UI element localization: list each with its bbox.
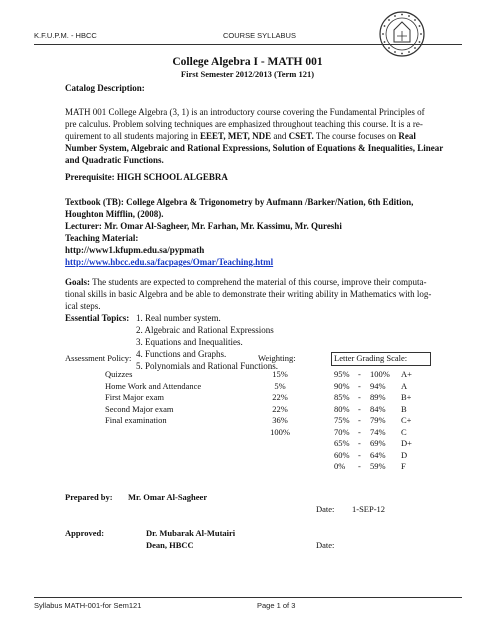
grade-dash: -	[358, 438, 361, 448]
prerequisite: Prerequisite: HIGH SCHOOL ALGEBRA	[65, 172, 228, 182]
grade-letter-col	[401, 369, 412, 473]
assessment-weight-total: 100%	[270, 426, 290, 437]
grade-dash: -	[358, 461, 361, 471]
approved-label: Approved:	[65, 528, 105, 538]
grade-low: 95%	[334, 369, 350, 379]
description-line: Number System, Algebraic and Rational Expressions, Solution of Equations & Inequalities, Linear	[65, 143, 444, 153]
page-subtitle: First Semester 2012/2013 (Term 121)	[180, 69, 315, 79]
grade-high: 89%	[370, 392, 386, 402]
footer-rule	[34, 597, 462, 598]
approved-name: Dr. Mubarak Al-Mutairi	[146, 528, 236, 538]
grade-dash: -	[358, 426, 361, 437]
grade-letter: C+	[401, 415, 412, 425]
grade-letter: A+	[401, 369, 412, 379]
grade-high-col	[370, 369, 390, 473]
grade-high: 100%	[370, 369, 390, 379]
grade-low: 0%	[334, 461, 346, 471]
goals-line: tional skills in basic Algebra and be able to demonstrate their writing ability in Mathematics with log-	[65, 289, 432, 299]
date-label: Date:	[316, 504, 335, 514]
grade-high: 79%	[370, 415, 386, 425]
topic-item: 1. Real number system.	[136, 313, 221, 323]
goals-line: ical steps.	[65, 301, 101, 311]
grade-scale-label: Letter Grading Scale:	[334, 353, 408, 363]
page-title: College Algebra I - MATH 001	[172, 56, 323, 68]
grade-low: 80%	[334, 403, 350, 414]
assessment-weight: 5%	[274, 380, 286, 391]
grade-letter: B+	[401, 392, 412, 402]
topic-item: 2. Algebraic and Rational Expressions	[136, 325, 274, 335]
description-line: MATH 001 College Algebra (3, 1) is an introductory course covering the Fundamental Principles of	[65, 107, 425, 117]
grade-dash: -	[358, 380, 361, 391]
grade-dash: -	[358, 415, 361, 425]
description-line: and Quadratic Functions.	[65, 155, 164, 165]
catalog-description	[65, 106, 465, 166]
prepared-name: Mr. Omar Al-Sagheer	[128, 492, 208, 502]
grade-letter: D	[401, 449, 408, 460]
material-link-1[interactable]: http://www1.kfupm.edu.sa/pypmath	[65, 245, 205, 255]
grade-dash: -	[358, 369, 361, 379]
material-link-2[interactable]: http://www.hbcc.edu.sa/facpages/Omar/Teaching.html	[65, 257, 274, 267]
assessment-item-name: Quizzes	[105, 369, 133, 379]
grade-dash: -	[358, 392, 361, 402]
grade-letter: D+	[401, 438, 412, 448]
assessment-weight: 15%	[272, 369, 288, 379]
grade-dash-col	[358, 369, 361, 473]
grade-low: 65%	[334, 438, 350, 448]
topic-item: 3. Equations and Inequalities.	[136, 337, 243, 347]
approved-title: Dean, HBCC	[146, 540, 194, 550]
grade-dash: -	[358, 403, 361, 414]
grade-low: 75%	[334, 415, 350, 425]
description-line: quirement to all students majoring in EEET, MET, NDE and CSET. The course focuses on Real	[65, 131, 416, 141]
grade-letter: F	[401, 461, 406, 471]
grade-dash: -	[358, 449, 361, 460]
grade-low-col	[334, 369, 350, 473]
grade-high: 64%	[370, 449, 386, 460]
assessment-item-name: First Major exam	[105, 392, 165, 402]
footer-page-number: Page 1 of 3	[257, 601, 296, 610]
assessment-label: Assessment Policy:	[65, 353, 132, 363]
textbook-line: Textbook (TB): College Algebra & Trigonometry by Aufmann /Barker/Nation, 6th Edition,	[65, 197, 414, 207]
assessment-weight: 36%	[272, 415, 288, 425]
assessment-items	[105, 369, 201, 427]
grade-low: 85%	[334, 392, 350, 402]
topic-item: 4. Functions and Graphs.	[136, 349, 227, 359]
header-rule	[34, 44, 462, 45]
assessment-weight: 22%	[272, 403, 288, 414]
assessment-item-name: Final examination	[105, 415, 167, 425]
topic-item: 5. Polynomials and Rational Functions.	[136, 361, 278, 371]
header-doc-type: COURSE SYLLABUS	[223, 31, 296, 40]
footer-left: Syllabus MATH-001-for Sem121	[34, 601, 142, 610]
date-label-approved: Date:	[316, 540, 335, 550]
goals-line: Goals: The students are expected to comprehend the material of this course, improve their computa-	[65, 277, 427, 287]
grade-low: 90%	[334, 380, 350, 391]
grade-letter: C	[401, 426, 407, 437]
topics-list	[136, 312, 278, 372]
prepared-label: Prepared by:	[65, 492, 113, 502]
weighting-label: Weighting:	[258, 353, 296, 363]
material-label: Teaching Material:	[65, 233, 139, 243]
assessment-item-name: Home Work and Attendance	[105, 380, 202, 391]
grade-letter: A	[401, 380, 408, 391]
goals-block	[65, 276, 465, 312]
date-value: 1-SEP-12	[352, 504, 386, 514]
grade-high: 84%	[370, 403, 386, 414]
grade-high: 59%	[370, 461, 386, 471]
assessment-item-name: Second Major exam	[105, 403, 174, 414]
grade-high: 69%	[370, 438, 386, 448]
textbook-block	[65, 196, 465, 268]
topics-label: Essential Topics:	[65, 313, 130, 323]
lecturer-line: Lecturer: Mr. Omar Al-Sagheer, Mr. Farhan, Mr. Kassimu, Mr. Qureshi	[65, 221, 342, 231]
catalog-label: Catalog Description:	[65, 83, 145, 93]
college-seal-logo	[378, 10, 426, 58]
header-institution: K.F.U.P.M. - HBCC	[34, 31, 97, 40]
grade-high: 74%	[370, 426, 386, 437]
grade-high: 94%	[370, 380, 386, 391]
assessment-weight: 22%	[272, 392, 288, 402]
textbook-line: Houghton Mifflin, (2008).	[65, 209, 164, 219]
grade-low: 70%	[334, 426, 350, 437]
assessment-weights	[258, 369, 302, 438]
grade-letter: B	[401, 403, 407, 414]
description-line: pre calculus. Problem solving techniques are emphasized throughout teaching this course. It is a re-	[65, 119, 423, 129]
goals-label: Goals:	[65, 277, 91, 287]
grade-low: 60%	[334, 449, 350, 460]
